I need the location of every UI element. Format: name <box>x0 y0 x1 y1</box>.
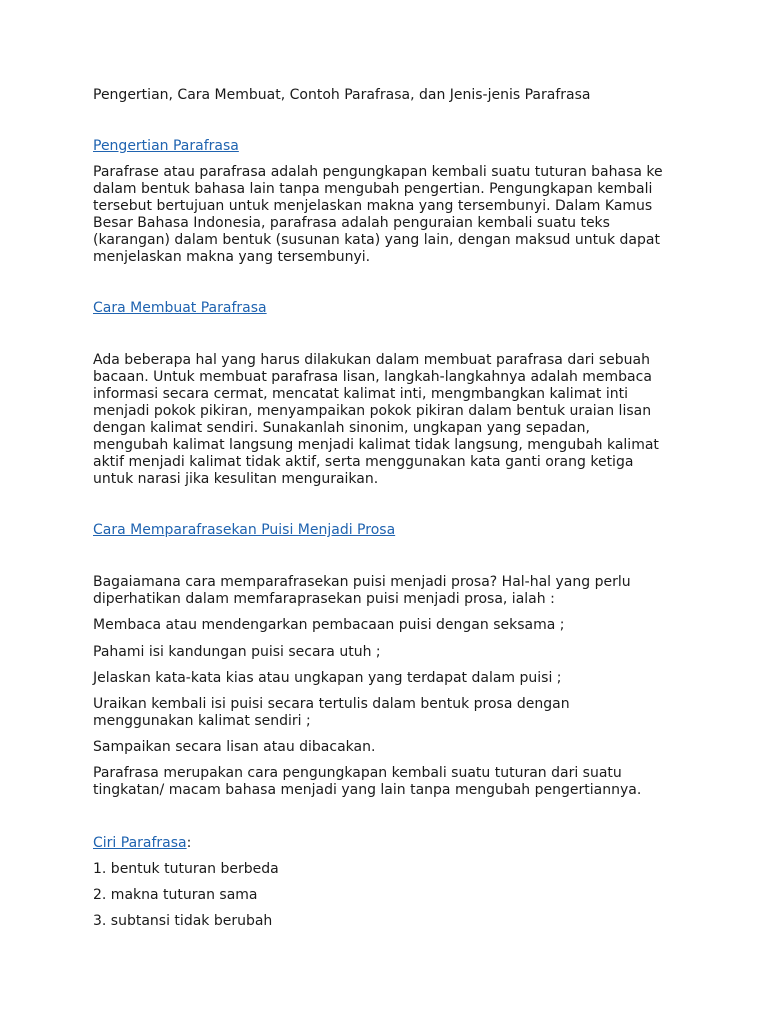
text-line: mengubah kalimat langsung menjadi kalimat tidak langsung, mengubah kalimat <box>93 437 659 453</box>
list-item-ciri-2: 2. makna tuturan sama <box>93 887 258 903</box>
paragraph-summary <box>93 765 683 799</box>
heading-ciri <box>93 835 683 852</box>
heading-pengertian <box>93 138 683 155</box>
paragraph-step-3: Jelaskan kata-kata kias atau ungkapan yang terdapat dalam puisi ; <box>93 670 562 686</box>
link-cara-membuat-parafrasa[interactable]: Cara Membuat Parafrasa <box>93 300 267 316</box>
paragraph-step-5: Sampaikan secara lisan atau dibacakan. <box>93 739 376 755</box>
document-title: Pengertian, Cara Membuat, Contoh Parafrasa, dan Jenis-jenis Parafrasa <box>93 87 591 103</box>
text-line: dalam bentuk bahasa lain tanpa mengubah pengertian. Pengungkapan kembali <box>93 181 653 197</box>
text-line: Parafrasa merupakan cara pengungkapan kembali suatu tuturan dari suatu <box>93 765 622 781</box>
text-line: Ada beberapa hal yang harus dilakukan dalam membuat parafrasa dari sebuah <box>93 352 651 368</box>
text-line: tersebut bertujuan untuk menjelaskan makna yang tersembunyi. Dalam Kamus <box>93 198 653 214</box>
paragraph-puisi-intro <box>93 574 683 608</box>
heading-cara-membuat <box>93 300 683 317</box>
text-line: dengan kalimat sendiri. Sunakanlah sinonim, ungkapan yang sepadan, <box>93 420 590 436</box>
text-line: informasi secara cermat, mencatat kalimat inti, mengmbangkan kalimat inti <box>93 386 628 402</box>
text-line: menjadi pokok pikiran, menyampaikan pokok pikiran dalam bentuk uraian lisan <box>93 403 652 419</box>
paragraph-step-1: Membaca atau mendengarkan pembacaan puisi dengan seksama ; <box>93 617 565 633</box>
paragraph-step-2: Pahami isi kandungan puisi secara utuh ; <box>93 644 381 660</box>
link-pengertian-parafrasa[interactable]: Pengertian Parafrasa <box>93 138 239 154</box>
text-line: Parafrase atau parafrasa adalah pengungkapan kembali suatu tuturan bahasa ke <box>93 164 663 180</box>
text-line: bacaan. Untuk membuat parafrasa lisan, langkah-langkahnya adalah membaca <box>93 369 652 385</box>
text-line: untuk narasi jika kesulitan menguraikan. <box>93 471 379 487</box>
text-line: aktif menjadi kalimat tidak aktif, serta menggunakan kata ganti orang ketiga <box>93 454 634 470</box>
heading-puisi-prosa <box>93 522 683 539</box>
text-line: diperhatikan dalam memfaraprasekan puisi menjadi prosa, ialah : <box>93 591 555 607</box>
link-cara-memparafrasekan-puisi[interactable]: Cara Memparafrasekan Puisi Menjadi Prosa <box>93 522 396 538</box>
text-line: menjelaskan makna yang tersembunyi. <box>93 249 371 265</box>
text-line: Uraikan kembali isi puisi secara tertulis dalam bentuk prosa dengan <box>93 696 570 712</box>
text-line: menggunakan kalimat sendiri ; <box>93 713 311 729</box>
text-line: tingkatan/ macam bahasa menjadi yang lain tanpa mengubah pengertiannya. <box>93 782 642 798</box>
paragraph-cara-membuat <box>93 352 683 488</box>
text-line: (karangan) dalam bentuk (susunan kata) yang lain, dengan maksud untuk dapat <box>93 232 660 248</box>
list-item-ciri-1: 1. bentuk tuturan berbeda <box>93 861 279 877</box>
paragraph-pengertian <box>93 164 683 266</box>
list-item-ciri-3: 3. subtansi tidak berubah <box>93 913 273 929</box>
text-line: Bagaiamana cara memparafrasekan puisi menjadi prosa? Hal-hal yang perlu <box>93 574 631 590</box>
link-ciri-parafrasa[interactable]: Ciri Parafrasa <box>93 835 187 851</box>
paragraph-step-4 <box>93 696 683 730</box>
text-line: Besar Bahasa Indonesia, parafrasa adalah penguraian kembali suatu teks <box>93 215 610 231</box>
heading-colon: : <box>186 835 192 851</box>
